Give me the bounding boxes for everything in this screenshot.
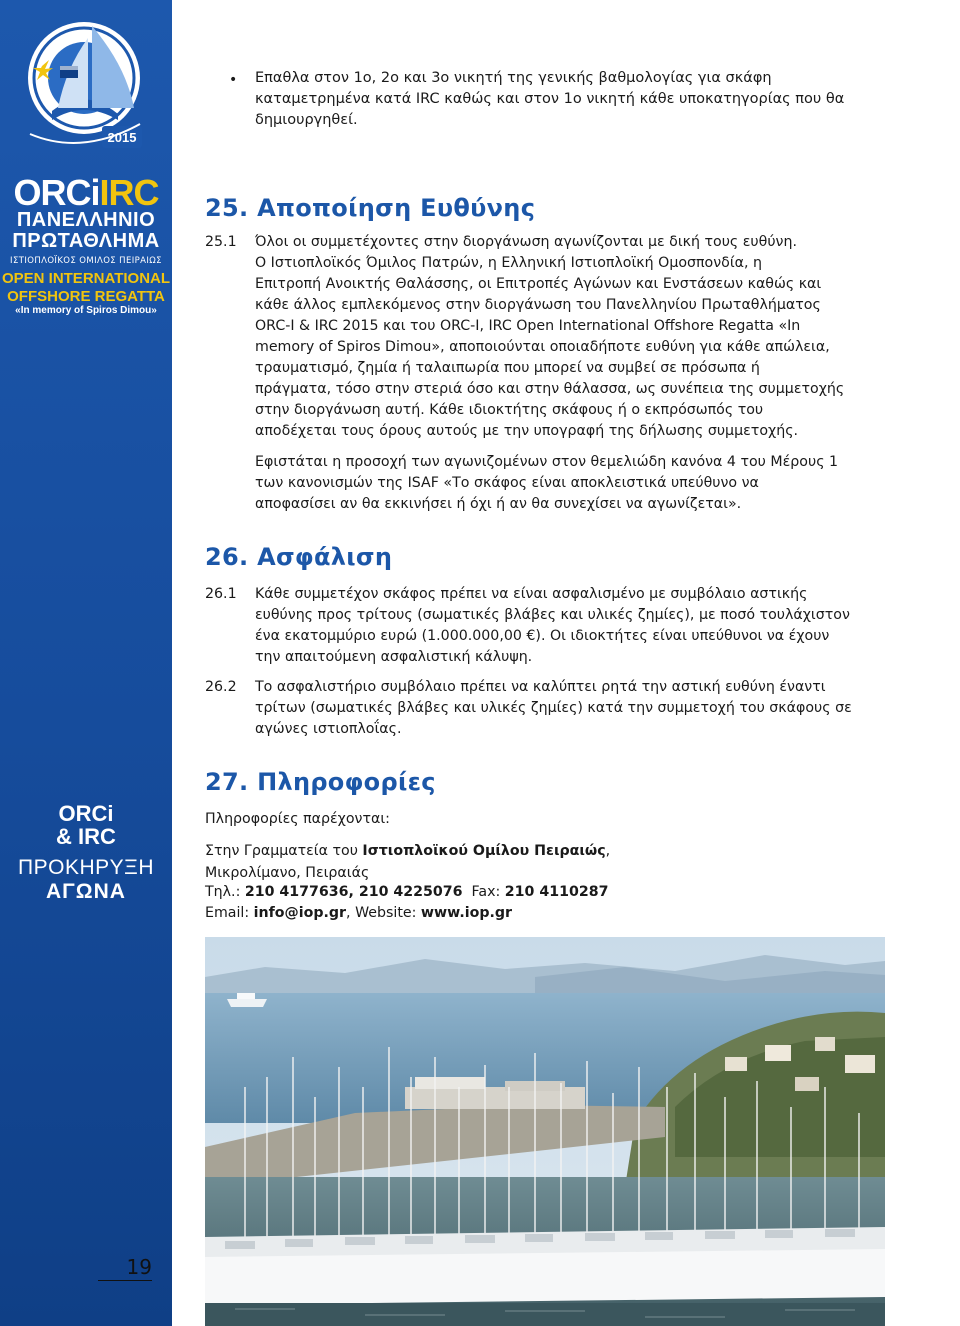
paragraph-line: αποδέχεται τους όρους αυτούς με την υπογραφή της δήλωσης συμμετοχής. [255, 423, 799, 439]
clause-25-1 [205, 232, 885, 253]
paragraph-line: στην διοργάνωση αυτή. Κάθε ιδιοκτήτης σκάφους ή ο εκπρόσωπός του [255, 402, 764, 418]
section-25-heading: 25. Αποποίηση Ευθύνης [205, 194, 536, 222]
clause-line: Κάθε συμμετέχον σκάφος πρέπει να είναι ασφαλισμένο με συμβόλαιο αστικής [255, 586, 808, 602]
info-phone-line [205, 881, 608, 903]
paragraph-line: των κανονισμών της ISAF «Το σκάφος είναι αποκλειστικά υπεύθυνο να [255, 475, 759, 491]
prize-bullet [229, 68, 875, 131]
info-address: Μικρολίμανο, Πειραιάς [205, 865, 370, 881]
brand-orci: ORCi [13, 172, 100, 213]
brand-title [0, 172, 172, 213]
marina-photo [205, 937, 885, 1326]
fax-number: 210 4110287 [504, 884, 609, 900]
clause-26-2 [205, 677, 885, 740]
bullet-line: Επαθλα στον 1ο, 2ο και 3ο νικητή της γενικής βαθμολογίας για σκάφη [255, 70, 772, 86]
clause-line: ευθύνης προς τρίτους (σωματικές βλάβες και υλικές ζημίες), με ποσό τουλάχιστον [255, 607, 850, 623]
paragraph-line: Ο Ιστιοπλοϊκός Όμιλος Πατρών, η Ελληνική Ιστιοπλοϊκή Ομοσπονδία, η [255, 255, 763, 271]
champ-line-2: ΠΡΩΤΑΘΛΗΜΑ [12, 230, 160, 252]
paragraph-line: Εφιστάται η προσοχή των αγωνιζομένων στον θεμελιώδη κανόνα 4 του Μέρους 1 [255, 454, 839, 470]
phone-label: Τηλ.: [205, 884, 245, 900]
info-secretariat-line [205, 840, 610, 862]
info-text: , [605, 843, 611, 859]
clause-text: Όλοι οι συμμετέχοντες στην διοργάνωση αγωνίζονται με δική τους ευθύνη. [255, 234, 797, 250]
isaf-rule-paragraph [255, 452, 895, 515]
paragraph-line: αποφασίσει αν θα εκκινήσει ή όχι ή αν θα συνεχίσει να αγωνίζεται». [255, 496, 742, 512]
email-label: Email: [205, 905, 254, 921]
champ-line-1: ΠΑΝΕΛΛΗΝΙΟ [16, 209, 156, 231]
paragraph-line: πράγματα, τόσο στην στεριά όσο και στην θάλασσα, ως συνέπεια της συμμετοχής [255, 381, 845, 397]
clause-line: Το ασφαλιστήριο συμβόλαιο πρέπει να καλύπτει ρητά την αστική ευθύνη έναντι [255, 679, 826, 695]
clause-line: αγώνες ιστιοπλοΐας. [255, 721, 402, 737]
championship-logo [22, 16, 152, 166]
clause-line: ένα εκατομμύριο ευρώ (1.000.000,00 €). Οι ιδιοκτήτες είναι υπεύθυνοι να έχουν [255, 628, 830, 644]
paragraph-line: Επιτροπή Ανοικτής Θαλάσσης, οι Επιτροπές Αγώνων και Ενστάσεων καθώς και [255, 276, 822, 292]
club-name-bold: Ιστιοπλοϊκού Ομίλου Πειραιώς [362, 843, 606, 859]
paragraph-line: κάθε άλλος εμπλεκόμενος στην διοργάνωση του Πανελληνίου Πρωταθλήματος [255, 297, 821, 313]
bullet-dot-icon: • [229, 72, 238, 88]
bullet-line: δημιουργηθεί. [255, 112, 358, 128]
bullet-line: καταμετρημένα κατά IRC καθώς και στον 1ο νικητή κάθε υποκατηγορίας που θα [255, 91, 845, 107]
open-line-2: OFFSHORE REGATTA [7, 288, 165, 305]
doc-label-prokiryxi: ΠΡΟΚΗΡΥΞΗ [17, 856, 154, 879]
doc-label-orci: ORCi [58, 801, 114, 826]
section-26-heading: 26. Ασφάλιση [205, 543, 393, 571]
website-link[interactable]: www.iop.gr [420, 905, 513, 921]
clause-number: 26.2 [205, 679, 237, 695]
club-name: ΙΣΤΙΟΠΛΟΪΚΟΣ ΟΜΙΛΟΣ ΠΕΙΡΑΙΩΣ [10, 256, 162, 266]
paragraph-line: memory of Spiros Dimou», αποποιούνται οποιαδήποτε ευθύνη για κάθε απώλεια, [255, 339, 830, 355]
clause-number: 26.1 [205, 586, 237, 602]
phone-numbers: 210 4177636, 210 4225076 [244, 884, 463, 900]
sidebar-titles [0, 172, 172, 318]
info-text: Στην Γραμματεία του [205, 843, 363, 859]
brand-irc: IRC [99, 172, 159, 213]
sidebar-band [0, 0, 172, 1326]
memory-subtitle: «In memory of Spiros Dimou» [15, 305, 157, 316]
clause-line: την απαιτούμενη ασφαλιστική κάλυψη. [255, 649, 533, 665]
section-27-heading: 27. Πληροφορίες [205, 768, 436, 796]
clause-26-1 [205, 584, 885, 668]
paragraph-line: τραυματισμό, ζημία ή ταλαιπωρία που μπορεί να συμβεί σε πρόσωπα ή [255, 360, 760, 376]
clause-number: 25.1 [205, 234, 237, 250]
info-intro: Πληροφορίες παρέχονται: [205, 811, 390, 827]
paragraph-line: ORC-I & IRC 2015 και του ORC-I, IRC Open International Offshore Regatta «In [255, 318, 801, 334]
email-link[interactable]: info@iop.gr [253, 905, 347, 921]
doc-label-irc: & IRC [56, 824, 116, 849]
sidebar-doc-label [0, 802, 172, 904]
doc-label-agona: ΑΓΩΝΑ [46, 880, 126, 903]
info-email-line [205, 902, 512, 924]
open-line-1: OPEN INTERNATIONAL [1, 270, 171, 287]
page-number: 19 [98, 1255, 152, 1281]
clause-line: τρίτων (σωματικές βλάβες και υλικές ζημίες) κατά την συμμετοχή του σκάφους σε [255, 700, 852, 716]
fax-label: Fax: [462, 884, 505, 900]
disclaimer-paragraph [255, 253, 895, 442]
logo-year: 2015 [107, 130, 137, 145]
website-label: , Website: [346, 905, 421, 921]
marina-photo-illustration [205, 937, 885, 1326]
